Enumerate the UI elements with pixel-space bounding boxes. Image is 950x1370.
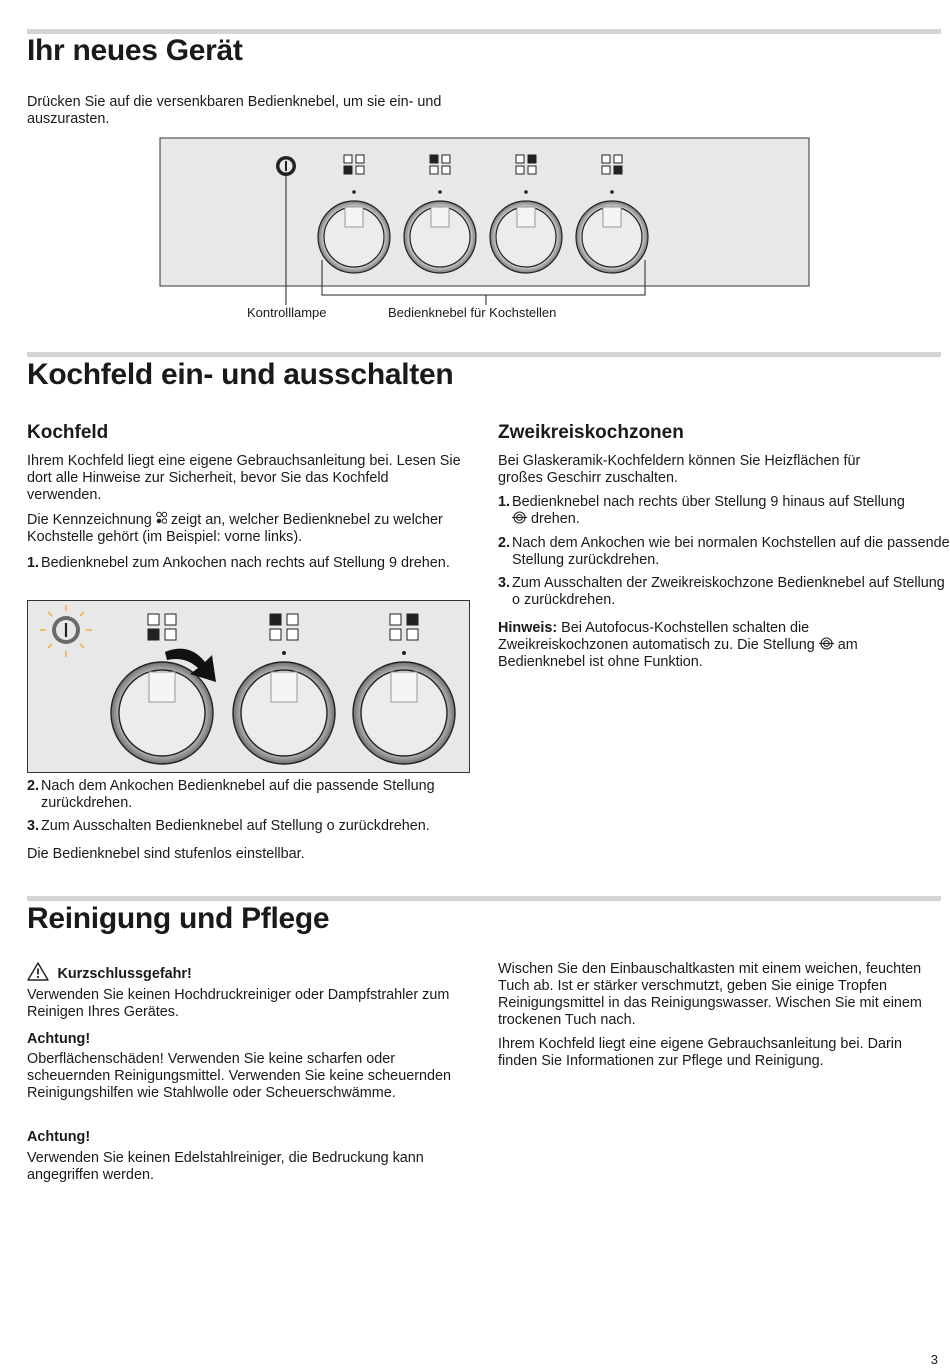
dual-step-1: 1. Bedienknebel nach rechts über Stellung 9 hinaus auf Stellung drehen. [498,494,905,527]
stepless-note: Die Bedienknebel sind stufenlos einstellbar. [27,846,305,862]
section-rule [27,352,941,357]
dual-circuit-paragraph: Bei Glaskeramik-Kochfeldern können Sie Heizflächen für großes Geschirr zuschalten. [498,453,861,486]
caution-2-title: Achtung! [27,1129,91,1145]
step-1: 1. Bedienknebel zum Ankochen nach rechts auf Stellung 9 drehen. [27,555,450,571]
hob-zone-marker-icon [156,511,167,526]
section-rule [27,896,941,901]
control-knob[interactable] [490,201,562,273]
warning-text: Verwenden Sie keinen Hochdruckreiniger oder Dampfstrahler zum Reinigen Ihres Gerätes. [27,987,450,1020]
section-title-new-appliance: Ihr neues Gerät [27,34,243,67]
control-knob[interactable] [404,201,476,273]
control-knob[interactable] [111,662,213,764]
step-2: 2. Nach dem Ankochen Bedienknebel auf die passende Stellung zurückdrehen. [27,778,435,811]
section-title-cleaning: Reinigung und Pflege [27,902,330,935]
indicator-lamp-icon [276,156,296,176]
control-panel-figure [150,135,820,330]
cleaning-paragraph-1: Wischen Sie den Einbauschaltkasten mit einem weichen, feuchten Tuch ab. Ist er stärker verschmutzt, geben Sie einige Tropfen Reinigungsmittel in das Reinigungswasser. Wischen Sie mit einem trockenen Tuch nach. [498,961,922,1028]
dual-step-3: 3. Zum Ausschalten der Zweikreiskochzone Bedienknebel auf Stellung o zurückdrehen. [498,575,945,608]
intro-text: Drücken Sie auf die versenkbaren Bedienknebel, um sie ein- und auszurasten. [27,94,442,127]
caution-2-text: Verwenden Sie keinen Edelstahlreiniger, die Bedruckung kann angegriffen werden. [27,1150,424,1183]
caution-1-title: Achtung! [27,1031,91,1047]
label-control-knobs: Bedienknebel für Kochstellen [388,305,557,320]
knob-turning-figure [27,600,471,774]
p2-text-after: zeigt an, welcher Bedienknebel zu welcher Kochstelle gehört (im Beispiel: vorne links). [27,512,443,545]
kochfeld-paragraph-2 [27,511,465,546]
warning-heading: Kurzschlussgefahr! [27,962,192,983]
control-knob[interactable] [353,662,455,764]
page-number: 3 [930,1352,938,1367]
warning-triangle-icon [27,962,49,981]
cleaning-paragraph-2: Ihrem Kochfeld liegt eine eigene Gebrauchsanleitung bei. Darin finden Sie Informationen zur Pflege und Reinigung. [498,1036,902,1069]
heading-dual-circuit-zones: Zweikreiskochzonen [498,422,684,443]
control-knob[interactable] [318,201,390,273]
kochfeld-paragraph-1: Ihrem Kochfeld liegt eine eigene Gebrauchsanleitung bei. Lesen Sie dort alle Hinweise zur Sicherheit, bevor Sie das Kochfeld verwenden. [27,453,461,503]
step-3: 3. Zum Ausschalten Bedienknebel auf Stellung o zurückdrehen. [27,818,430,834]
control-knob[interactable] [233,662,335,764]
control-panel [160,138,809,286]
hint-label: Hinweis: [498,620,558,636]
heading-kochfeld: Kochfeld [27,422,109,443]
dual-circuit-symbol-icon [512,511,527,524]
dual-circuit-symbol-icon [819,637,834,650]
section-title-switch-on-off: Kochfeld ein- und ausschalten [27,358,454,391]
dual-step-2: 2. Nach dem Ankochen wie bei normalen Kochstellen auf die passende Stellung zurückdrehen. [498,535,950,568]
hint-paragraph: Hinweis: Bei Autofocus-Kochstellen schalten die Zweikreiskochzonen automatisch zu. Die Stellung am Bedienknebel ist ohne Funktion. [498,620,858,670]
control-knob[interactable] [576,201,648,273]
label-control-lamp: Kontrolllampe [247,305,327,320]
caution-1-text: Oberflächenschäden! Verwenden Sie keine scharfen oder scheuernden Reinigungsmittel. Verwenden Sie keine scheuernden Reinigungshilfen wie Stahlwolle oder Scheuerschwämme. [27,1051,452,1101]
p2-text-before: Die Kennzeichnung [27,512,152,528]
